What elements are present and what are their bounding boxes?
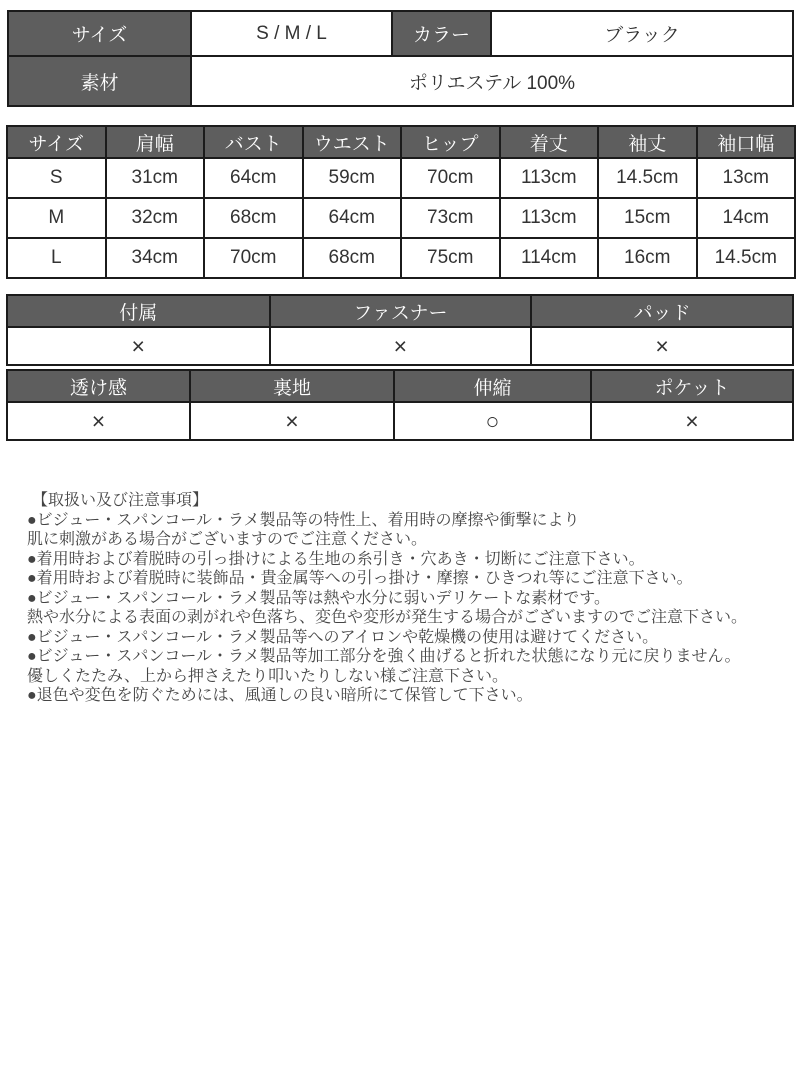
size-label-cell: サイズ	[8, 11, 191, 56]
header-pads: パッド	[531, 295, 793, 327]
note-line: ●ビジュー・スパンコール・ラメ製品等の特性上、着用時の摩擦や衝撃により	[27, 511, 580, 529]
header-stretch: 伸縮	[394, 370, 591, 402]
note-line: ●ビジュー・スパンコール・ラメ製品等へのアイロンや乾燥機の使用は避けてください。	[27, 628, 659, 646]
col-header-shoulder-width: 肩幅	[106, 126, 205, 158]
features1-header-row	[7, 295, 793, 327]
cell-l-bust: 70cm	[204, 238, 303, 278]
measurements-row-l	[7, 238, 795, 278]
cell-s-shoulder: 31cm	[106, 158, 205, 198]
cell-m-waist: 64cm	[303, 198, 402, 238]
color-label-cell: カラー	[392, 11, 491, 56]
cell-l-hip: 75cm	[401, 238, 500, 278]
material-label-cell: 素材	[8, 56, 191, 106]
care-notes	[27, 491, 800, 706]
cell-s-cuff: 13cm	[697, 158, 796, 198]
cell-m-shoulder: 32cm	[106, 198, 205, 238]
cell-m-sleeve: 15cm	[598, 198, 697, 238]
cell-s-sleeve: 14.5cm	[598, 158, 697, 198]
value-stretch: ○	[394, 402, 591, 440]
value-lining: ×	[190, 402, 394, 440]
size-value-cell: S / M / L	[191, 11, 392, 56]
measurements-header-row	[7, 126, 795, 158]
cell-m-cuff: 14cm	[697, 198, 796, 238]
col-header-length: 着丈	[500, 126, 599, 158]
note-line: ●ビジュー・スパンコール・ラメ製品等加工部分を強く曲げると折れた状態になり元に戻りません。	[27, 648, 741, 665]
note-line: 肌に刺激がある場合がございますのでご注意ください。	[27, 531, 428, 548]
col-header-waist: ウエスト	[303, 126, 402, 158]
measurements-table	[6, 125, 796, 279]
summary-row-size-color	[8, 11, 793, 56]
col-header-cuff-width: 袖口幅	[697, 126, 796, 158]
care-notes-title: 【取扱い及び注意事項】	[32, 492, 209, 509]
features-table-1	[6, 294, 794, 366]
cell-s-length: 113cm	[500, 158, 599, 198]
cell-l-length: 114cm	[500, 238, 599, 278]
col-header-hip: ヒップ	[401, 126, 500, 158]
cell-l-sleeve: 16cm	[598, 238, 697, 278]
cell-m-bust: 68cm	[204, 198, 303, 238]
features-table-2	[6, 369, 794, 441]
row-label-s: S	[7, 158, 106, 198]
value-accessories: ×	[7, 327, 270, 365]
summary-table	[7, 10, 794, 107]
header-sheerness: 透け感	[7, 370, 190, 402]
col-header-size: サイズ	[7, 126, 106, 158]
col-header-bust: バスト	[204, 126, 303, 158]
cell-l-cuff: 14.5cm	[697, 238, 796, 278]
row-label-m: M	[7, 198, 106, 238]
features2-header-row	[7, 370, 793, 402]
row-label-l: L	[7, 238, 106, 278]
note-line: ●着用時および着脱時に装飾品・貴金属等への引っ掛け・摩擦・ひきつれ等にご注意下さい。	[27, 570, 693, 587]
value-zipper: ×	[270, 327, 532, 365]
product-spec-page	[0, 10, 800, 1077]
material-value-cell: ポリエステル 100%	[191, 56, 793, 106]
header-lining: 裏地	[190, 370, 394, 402]
note-line: ●着用時および着脱時の引っ掛けによる生地の糸引き・穴あき・切断にご注意下さい。	[27, 550, 645, 568]
header-zipper: ファスナー	[270, 295, 532, 327]
color-value-cell: ブラック	[491, 11, 793, 56]
note-line: ●ビジュー・スパンコール・ラメ製品等は熱や水分に弱いデリケートな素材です。	[27, 589, 610, 607]
col-header-sleeve-length: 袖丈	[598, 126, 697, 158]
note-line: 優しくたたみ、上から押さえたり叩いたりしない様ご注意下さい。	[27, 667, 508, 685]
cell-s-bust: 64cm	[204, 158, 303, 198]
cell-m-length: 113cm	[500, 198, 599, 238]
header-accessories: 付属	[7, 295, 270, 327]
measurements-row-m	[7, 198, 795, 238]
cell-l-waist: 68cm	[303, 238, 402, 278]
cell-s-hip: 70cm	[401, 158, 500, 198]
features1-value-row	[7, 327, 793, 365]
header-pockets: ポケット	[591, 370, 793, 402]
note-line: ●退色や変色を防ぐためには、風通しの良い暗所にて保管して下さい。	[27, 687, 533, 704]
value-pads: ×	[531, 327, 793, 365]
cell-s-waist: 59cm	[303, 158, 402, 198]
cell-m-hip: 73cm	[401, 198, 500, 238]
summary-row-material	[8, 56, 793, 106]
value-sheerness: ×	[7, 402, 190, 440]
value-pockets: ×	[591, 402, 793, 440]
note-line: 熱や水分による表面の剥がれや色落ち、変色や変形が発生する場合がございますのでご注意下さい。	[27, 609, 748, 626]
measurements-row-s	[7, 158, 795, 198]
cell-l-shoulder: 34cm	[106, 238, 205, 278]
features2-value-row	[7, 402, 793, 440]
